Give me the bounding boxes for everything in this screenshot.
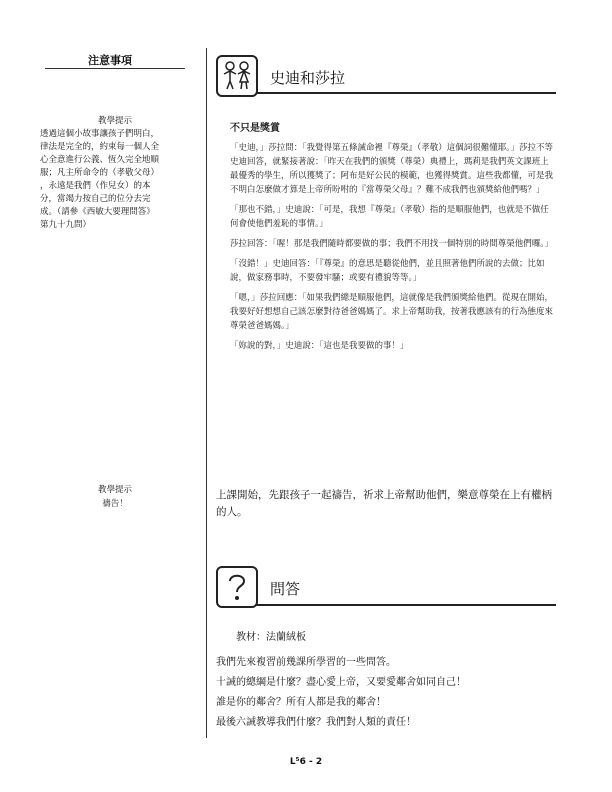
section-title-qa: 問答: [270, 580, 301, 598]
column-divider: [206, 48, 207, 738]
sidebar-divider: [45, 68, 185, 69]
qa-line: 我們先來複習前幾課所學習的一些問答。: [216, 657, 396, 668]
teaching-tip-heading: 教學提示: [97, 116, 132, 126]
teaching-tip-body-2: 禱告！: [102, 499, 128, 509]
two-children-icon: [216, 55, 258, 97]
prayer-text: 上課開始，先跟孩子一起禱告，祈求上帝幫助他們，樂意尊榮在上有權柄的人。: [216, 489, 552, 518]
story-paragraph: 「史迪，」莎拉問：「我覺得第五條誡命裡『尊榮』（孝敬）這個詞很難懂耶。」莎拉不等史迪回答，就緊接著說：「昨天在我們的頒獎（尊榮）典禮上，瑪莉是我們英文課班上最優秀的學生，所以獲獎了；阿布是好公民的模範，也獲得獎賞。這些我都懂，可是我不明白怎麼做才算是上帝所吩咐的『當尊榮父母』？難不成我們也頒獎給他們嗎？」: [230, 143, 554, 195]
story-paragraph: 「嗯，」莎拉回應：「如果我們總是順服他們，這就像是我們頒獎給他們。從現在開始，我要好好想想自己該怎麼對待爸爸媽媽了。求上帝幫助我，按著我應該有的行為態度來尊榮爸爸媽媽。」: [230, 293, 554, 331]
qa-block: [216, 628, 556, 734]
story-block: [230, 122, 555, 359]
qa-line: 最後六誡教導我們什麼？我們對人類的責任！: [216, 717, 416, 728]
sidebar-title: 注意事項: [88, 54, 132, 67]
section-rule: [256, 92, 556, 94]
story-paragraph: 「妳說的對，」史迪說：「這也是我要做的事！」: [230, 341, 409, 351]
question-mark-icon: [216, 566, 258, 608]
qa-line: 十誡的總綱是什麼？盡心愛上帝，又要愛鄰舍如同自己！: [216, 677, 466, 688]
story-subtitle: 不只是獎賞: [230, 123, 280, 134]
teaching-tip-body: 透過這個小故事讓孩子們明白， 律法是完全的，約束每一個人全 心全意進行公義、恆久完全地順 服；凡主所命令的（孝敬父母） ，永遠是我們（作兒女）的本 分，當竭力按自己的位分去完 成。（請參《西敏大要理問答》 第九十九問）: [40, 129, 160, 230]
page-number: L⁵6 - 2: [289, 757, 323, 767]
section-rule: [256, 604, 556, 606]
section-title-story: 史迪和莎拉: [270, 69, 346, 87]
qa-line: 誰是你的鄰舍？所有人都是我的鄰舍！: [216, 697, 386, 708]
story-paragraph: 「那也不錯，」史迪說：「可是，我想『尊榮』（孝敬）指的是順服他們，也就是不做任何會使他們羞恥的事情。」: [230, 205, 549, 229]
story-paragraph: 莎拉回答：「喔！那是我們隨時都要做的事；我們不用找一個特別的時間尊榮他們囉。」: [230, 239, 554, 249]
material-label: 教材：法蘭絨板: [236, 632, 306, 643]
story-paragraph: 「沒錯！」史迪回答：「『尊榮』的意思是聽從他們，並且照著他們所說的去做；比如說，做家務事時，不要發牢騷；或要有禮貌等等。」: [230, 259, 545, 283]
teaching-tip-heading-2: 教學提示: [97, 485, 132, 495]
